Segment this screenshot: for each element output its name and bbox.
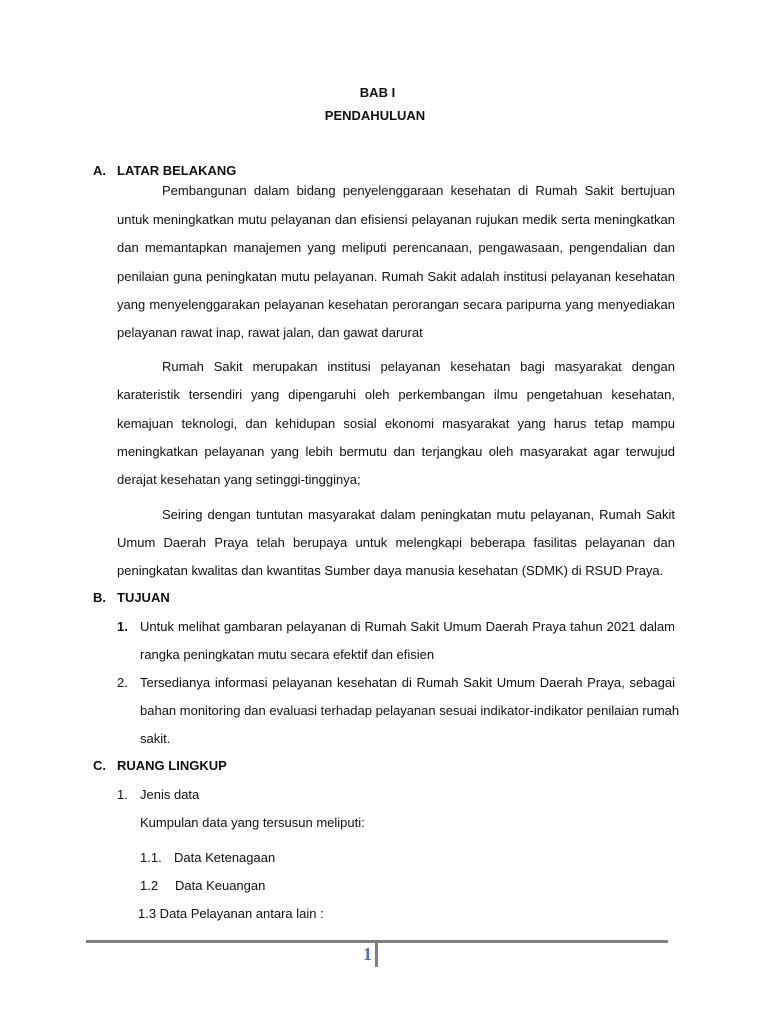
- list-line: bahan monitoring dan evaluasi terhadap pelayanan sesuai indikator-indikator penilaian rumah: [140, 703, 680, 718]
- paragraph-line: Pembangunan dalam bidang penyelenggaraan kesehatan di Rumah Sakit bertujuan: [162, 183, 675, 198]
- section-b-marker: B.: [93, 590, 106, 605]
- paragraph-line: Seiring dengan tuntutan masyarakat dalam peningkatan mutu pelayanan, Rumah Sakit: [162, 507, 675, 522]
- section-b-title: TUJUAN: [117, 590, 170, 605]
- ruang-lingkup-item-label: Jenis data: [140, 787, 200, 802]
- list-number: 2.: [117, 675, 128, 690]
- section-c-title: RUANG LINGKUP: [117, 758, 227, 773]
- chapter-title: PENDAHULUAN: [324, 108, 426, 123]
- sub-item-number: 1.2: [140, 878, 159, 893]
- list-line: rangka peningkatan mutu secara efektif dan efisien: [140, 647, 435, 662]
- footer-divider-tick: [375, 943, 378, 967]
- paragraph-line: peningkatan kwalitas dan kwantitas Sumber daya manusia kesehatan (SDMK) di RSUD Praya.: [117, 563, 664, 578]
- paragraph-line: derajat kesehatan yang setinggi-tingginya;: [117, 472, 361, 487]
- sub-item-3: 1.3 Data Pelayanan antara lain :: [138, 906, 324, 921]
- sub-item-number: 1.1.: [140, 850, 162, 865]
- section-c-marker: C.: [93, 758, 106, 773]
- paragraph-line: kemajuan teknologi, dan kehidupan sosial ekonomi masyarakat yang harus tetap mampu: [117, 416, 675, 431]
- list-line: sakit.: [140, 731, 171, 746]
- paragraph-line: pelayanan rawat inap, rawat jalan, dan gawat darurat: [117, 325, 423, 340]
- paragraph-line: meningkatkan pelayanan yang lebih bermutu dan terjangkau oleh masyarakat agar terwujud: [117, 444, 675, 459]
- paragraph-line: yang menyelenggarakan pelayanan kesehatan perorangan secara paripurna yang menyediakan: [117, 297, 675, 312]
- page-number: 1: [363, 944, 372, 964]
- ruang-lingkup-intro: Kumpulan data yang tersusun meliputi:: [140, 815, 365, 830]
- list-line: Untuk melihat gambaran pelayanan di Rumah Sakit Umum Daerah Praya tahun 2021 dalam: [140, 619, 675, 634]
- chapter-label: BAB I: [359, 85, 396, 100]
- ruang-lingkup-item-number: 1.: [117, 787, 128, 802]
- section-a-title: LATAR BELAKANG: [117, 163, 237, 178]
- list-line: Tersedianya informasi pelayanan kesehatan di Rumah Sakit Umum Daerah Praya, sebagai: [140, 675, 675, 690]
- paragraph-line: penilaian guna peningkatan mutu pelayanan. Rumah Sakit adalah institusi pelayanan kesehatan: [117, 269, 675, 284]
- list-number: 1.: [117, 619, 128, 634]
- paragraph-line: dan memantapkan manajemen yang meliputi perencanaan, pengawasaan, pengendalian dan: [117, 240, 675, 255]
- sub-item-label: Data Ketenagaan: [174, 850, 276, 865]
- paragraph-line: Rumah Sakit merupakan institusi pelayanan kesehatan bagi masyarakat dengan: [162, 359, 675, 374]
- paragraph-line: untuk meningkatkan mutu pelayanan dan efisiensi pelayanan rujukan medik serta meningkatkan: [117, 212, 675, 227]
- paragraph-line: karateristik tersendiri yang dipengaruhi oleh perkembangan ilmu pengetahuan kesehatan,: [117, 387, 675, 402]
- paragraph-line: Umum Daerah Praya telah berupaya untuk melengkapi beberapa fasilitas pelayanan dan: [117, 535, 675, 550]
- sub-item-label: Data Keuangan: [175, 878, 266, 893]
- section-a-marker: A.: [93, 163, 106, 178]
